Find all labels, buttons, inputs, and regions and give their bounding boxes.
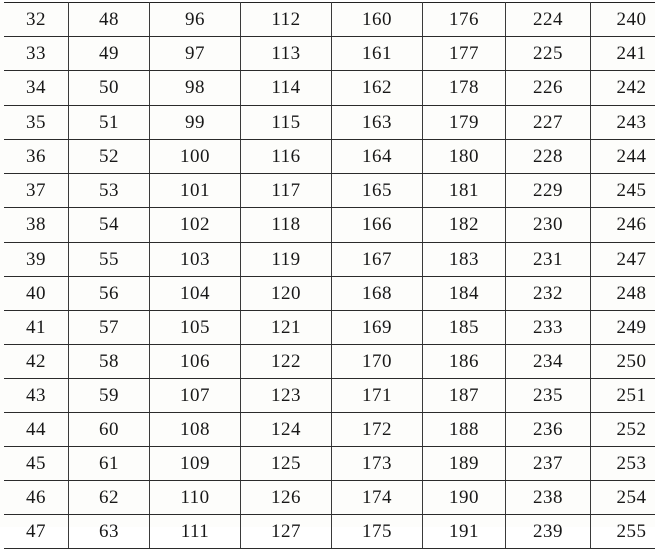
table-cell: 112 [241, 3, 332, 37]
table-cell: 100 [150, 140, 241, 174]
table-cell: 179 [423, 106, 506, 140]
table-cell: 250 [591, 345, 655, 379]
table-cell: 226 [506, 71, 591, 106]
table-body [4, 3, 655, 549]
table-cell: 57 [69, 311, 150, 345]
table-cell: 235 [506, 379, 591, 413]
table-cell: 162 [332, 71, 423, 106]
table-cell: 225 [506, 37, 591, 71]
table-cell: 118 [241, 208, 332, 243]
table-cell: 237 [506, 447, 591, 481]
table-cell: 232 [506, 277, 591, 311]
table-cell: 161 [332, 37, 423, 71]
table-cell: 55 [69, 243, 150, 277]
table-cell: 127 [241, 515, 332, 549]
table-cell: 119 [241, 243, 332, 277]
table-cell: 249 [591, 311, 655, 345]
table-cell: 54 [69, 208, 150, 243]
table-row [4, 515, 655, 549]
table-cell: 188 [423, 413, 506, 447]
table-cell: 234 [506, 345, 591, 379]
table-cell: 165 [332, 174, 423, 208]
table-cell: 97 [150, 37, 241, 71]
table-cell: 107 [150, 379, 241, 413]
table-cell: 224 [506, 3, 591, 37]
table-cell: 181 [423, 174, 506, 208]
table-cell: 185 [423, 311, 506, 345]
table-cell: 186 [423, 345, 506, 379]
table-cell: 236 [506, 413, 591, 447]
table-cell: 120 [241, 277, 332, 311]
table-row [4, 208, 655, 243]
table-cell: 44 [4, 413, 69, 447]
table-cell: 255 [591, 515, 655, 549]
table-cell: 115 [241, 106, 332, 140]
table-cell: 180 [423, 140, 506, 174]
table-cell: 96 [150, 3, 241, 37]
table-cell: 48 [69, 3, 150, 37]
table-cell: 189 [423, 447, 506, 481]
table-cell: 62 [69, 481, 150, 515]
table-cell: 242 [591, 71, 655, 106]
table-cell: 116 [241, 140, 332, 174]
table-row [4, 311, 655, 345]
table-cell: 38 [4, 208, 69, 243]
table-cell: 109 [150, 447, 241, 481]
table-cell: 168 [332, 277, 423, 311]
table-cell: 229 [506, 174, 591, 208]
table-cell: 103 [150, 243, 241, 277]
table-row [4, 345, 655, 379]
table-cell: 160 [332, 3, 423, 37]
table-cell: 49 [69, 37, 150, 71]
table-cell: 164 [332, 140, 423, 174]
table-cell: 244 [591, 140, 655, 174]
number-table [4, 2, 655, 549]
table-cell: 34 [4, 71, 69, 106]
table-cell: 117 [241, 174, 332, 208]
table-cell: 177 [423, 37, 506, 71]
table-row [4, 481, 655, 515]
table-cell: 241 [591, 37, 655, 71]
table-cell: 173 [332, 447, 423, 481]
table-row [4, 174, 655, 208]
table-cell: 114 [241, 71, 332, 106]
table-cell: 231 [506, 243, 591, 277]
table-cell: 167 [332, 243, 423, 277]
table-cell: 41 [4, 311, 69, 345]
table-row [4, 277, 655, 311]
table-cell: 123 [241, 379, 332, 413]
table-row [4, 447, 655, 481]
table-cell: 33 [4, 37, 69, 71]
table-cell: 113 [241, 37, 332, 71]
table-cell: 39 [4, 243, 69, 277]
table-row [4, 37, 655, 71]
table-cell: 59 [69, 379, 150, 413]
table-cell: 56 [69, 277, 150, 311]
table-row [4, 71, 655, 106]
table-cell: 166 [332, 208, 423, 243]
table-cell: 102 [150, 208, 241, 243]
table-cell: 99 [150, 106, 241, 140]
table-cell: 238 [506, 481, 591, 515]
table-cell: 60 [69, 413, 150, 447]
table-cell: 246 [591, 208, 655, 243]
table-cell: 227 [506, 106, 591, 140]
table-row [4, 3, 655, 37]
table-cell: 247 [591, 243, 655, 277]
table-cell: 46 [4, 481, 69, 515]
table-cell: 170 [332, 345, 423, 379]
table-cell: 163 [332, 106, 423, 140]
table-cell: 243 [591, 106, 655, 140]
table-cell: 171 [332, 379, 423, 413]
table-cell: 191 [423, 515, 506, 549]
table-cell: 169 [332, 311, 423, 345]
table-row [4, 106, 655, 140]
table-cell: 251 [591, 379, 655, 413]
table-cell: 61 [69, 447, 150, 481]
table-cell: 111 [150, 515, 241, 549]
table-cell: 98 [150, 71, 241, 106]
table-cell: 104 [150, 277, 241, 311]
table-cell: 230 [506, 208, 591, 243]
table-row [4, 413, 655, 447]
table-cell: 47 [4, 515, 69, 549]
table-cell: 183 [423, 243, 506, 277]
document-page [0, 2, 655, 527]
table-row [4, 379, 655, 413]
table-cell: 50 [69, 71, 150, 106]
table-cell: 187 [423, 379, 506, 413]
table-row [4, 140, 655, 174]
table-cell: 106 [150, 345, 241, 379]
table-cell: 253 [591, 447, 655, 481]
table-cell: 240 [591, 3, 655, 37]
table-cell: 190 [423, 481, 506, 515]
table-cell: 51 [69, 106, 150, 140]
table-cell: 53 [69, 174, 150, 208]
table-cell: 101 [150, 174, 241, 208]
table-cell: 182 [423, 208, 506, 243]
table-cell: 108 [150, 413, 241, 447]
table-cell: 32 [4, 3, 69, 37]
table-cell: 36 [4, 140, 69, 174]
table-cell: 233 [506, 311, 591, 345]
table-cell: 172 [332, 413, 423, 447]
table-cell: 58 [69, 345, 150, 379]
table-cell: 110 [150, 481, 241, 515]
table-cell: 248 [591, 277, 655, 311]
table-cell: 245 [591, 174, 655, 208]
table-cell: 105 [150, 311, 241, 345]
table-cell: 40 [4, 277, 69, 311]
table-cell: 175 [332, 515, 423, 549]
table-cell: 254 [591, 481, 655, 515]
table-cell: 37 [4, 174, 69, 208]
table-cell: 239 [506, 515, 591, 549]
table-cell: 176 [423, 3, 506, 37]
table-cell: 45 [4, 447, 69, 481]
table-cell: 178 [423, 71, 506, 106]
table-cell: 122 [241, 345, 332, 379]
table-cell: 184 [423, 277, 506, 311]
table-cell: 228 [506, 140, 591, 174]
table-cell: 125 [241, 447, 332, 481]
table-cell: 43 [4, 379, 69, 413]
table-row [4, 243, 655, 277]
table-cell: 126 [241, 481, 332, 515]
table-cell: 52 [69, 140, 150, 174]
table-cell: 124 [241, 413, 332, 447]
table-cell: 252 [591, 413, 655, 447]
table-cell: 63 [69, 515, 150, 549]
table-cell: 174 [332, 481, 423, 515]
table-cell: 35 [4, 106, 69, 140]
table-cell: 121 [241, 311, 332, 345]
table-cell: 42 [4, 345, 69, 379]
